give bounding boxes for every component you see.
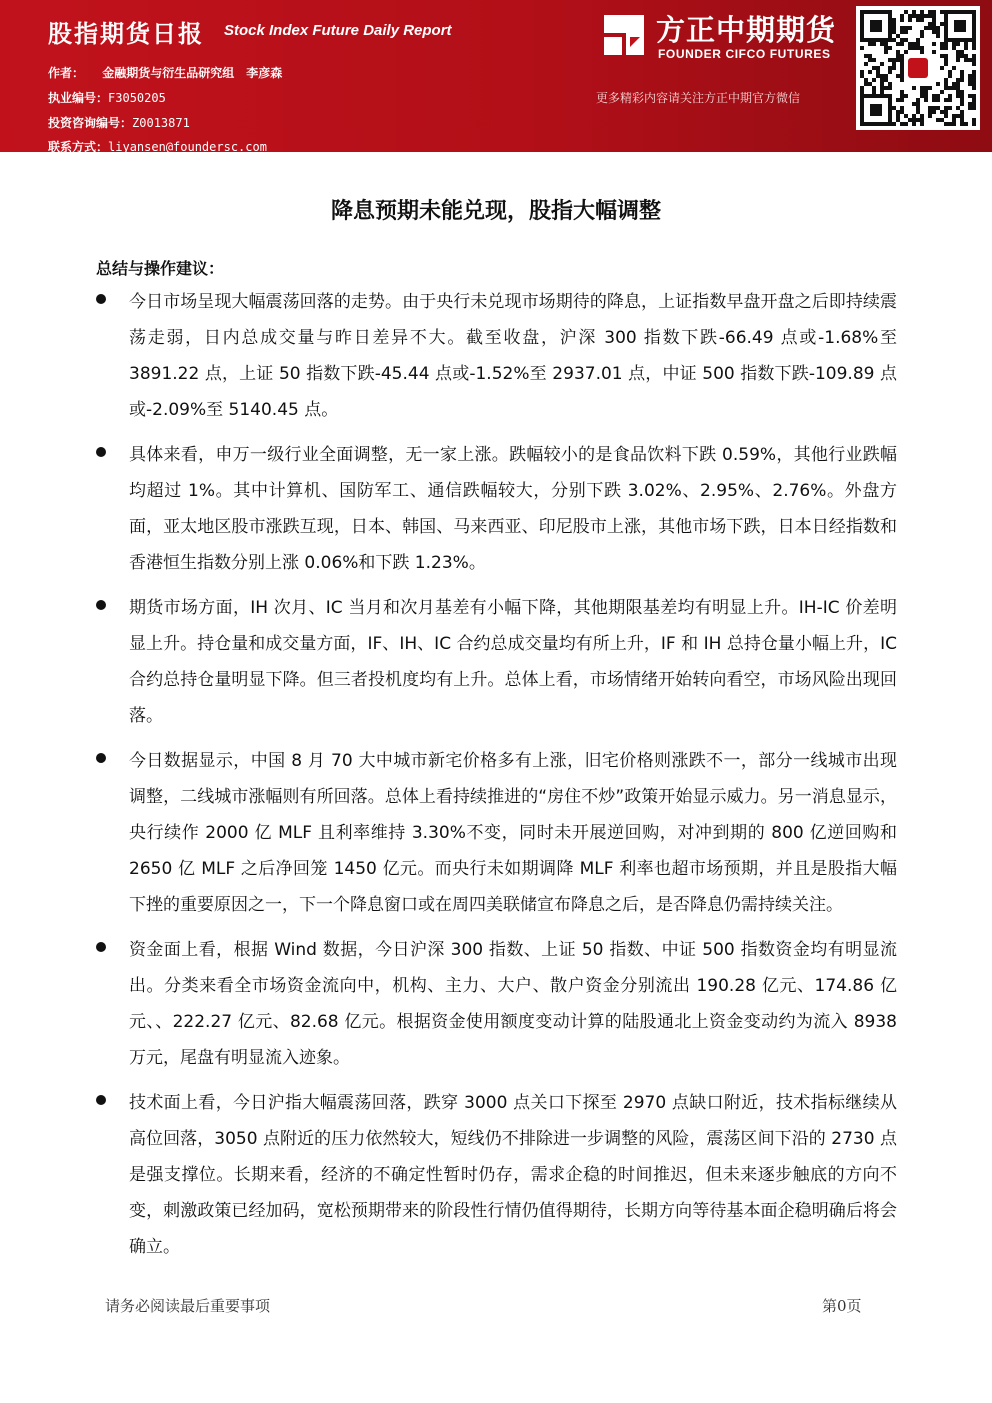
- section-heading: 总结与操作建议：: [96, 259, 225, 278]
- list-item: [0, 590, 992, 734]
- footer-notice: 请务必阅读最后重要事项: [105, 1297, 271, 1315]
- report-title-cn: 股指期货日报: [48, 20, 204, 48]
- report-header: [0, 0, 992, 152]
- contact-value: liyansen@foundersc.com: [108, 140, 267, 154]
- author-value: 金融期货与衍生品研究组 李彦森: [102, 66, 283, 80]
- bullet-dot-icon: [96, 753, 106, 763]
- bullet-text: 期货市场方面，IH 次月、IC 当月和次月基差有小幅下降，其他期限基差均有明显上升。IH-IC 价差明显上升。持仓量和成交量方面，IF、IH、IC 合约总成交量均有所上升，IF 和 IH 总持仓量小幅上升，IC 合约总持仓量明显下降。但三者投机度均有上升。总体上看，市场情绪开始转向看空，市场风险出现回落。: [129, 598, 897, 726]
- company-name-en: FOUNDER CIFCO FUTURES: [658, 47, 831, 61]
- license-label: 执业编号：: [48, 91, 109, 105]
- document-title: 降息预期未能兑现，股指大幅调整: [330, 199, 661, 224]
- advisory-label: 投资咨询编号：: [48, 116, 133, 130]
- bullet-dot-icon: [96, 600, 106, 610]
- bullet-list: [0, 284, 992, 1274]
- qr-code-icon: [856, 6, 980, 130]
- bullet-text: 具体来看，申万一级行业全面调整，无一家上涨。跌幅较小的是食品饮料下跌 0.59%，其他行业跌幅均超过 1%。其中计算机、国防军工、通信跌幅较大，分别下跌 3.02%、2.95%、2.76%。外盘方面，亚太地区股市涨跌互现，日本、韩国、马来西亚、印尼股市上涨，其他市场下跌，日本日经指数和香港恒生指数分别上涨 0.06%和下跌 1.23%。: [129, 445, 897, 573]
- company-name-cn: 方正中期期货: [656, 13, 837, 47]
- company-logo-icon: [602, 13, 646, 57]
- list-item: [0, 932, 992, 1076]
- wechat-note: 更多精彩内容请关注方正中期官方微信: [596, 91, 801, 105]
- bullet-dot-icon: [96, 1095, 106, 1105]
- author-line: [48, 64, 282, 81]
- bullet-dot-icon: [96, 942, 106, 952]
- bullet-text: 今日市场呈现大幅震荡回落的走势。由于央行未兑现市场期待的降息，上证指数早盘开盘之后即持续震荡走弱，日内总成交量与昨日差异不大。截至收盘，沪深 300 指数下跌-66.49 点或-1.68%至 3891.22 点，上证 50 指数下跌-45.44 点或-1.52%至 2937.01 点，中证 500 指数下跌-109.89 点或-2.09%至 5140.45 点。: [129, 292, 897, 420]
- list-item: [0, 743, 992, 923]
- list-item: [0, 1085, 992, 1265]
- author-label: 作者：: [48, 66, 85, 80]
- list-item: [0, 437, 992, 581]
- bullet-text: 技术面上看，今日沪指大幅震荡回落，跌穿 3000 点关口下探至 2970 点缺口附近，技术指标继续从高位回落，3050 点附近的压力依然较大，短线仍不排除进一步调整的风险，震荡区间下沿的 2730 点是强支撑位。长期来看，经济的不确定性暂时仍存，需求企稳的时间推迟，但未来逐步触底的方向不变，刺激政策已经加码，宽松预期带来的阶段性行情仍值得期待，长期方向等待基本面企稳明确后将会确立。: [129, 1093, 897, 1257]
- report-title-en: Stock Index Future Daily Report: [224, 22, 452, 39]
- bullet-dot-icon: [96, 294, 106, 304]
- bullet-text: 今日数据显示，中国 8 月 70 大中城市新宅价格多有上涨，旧宅价格则涨跌不一，部分一线城市出现调整，二线城市涨幅则有所回落。总体上看持续推进的“房住不炒”政策开始显示威力。另一消息显示，央行续作 2000 亿 MLF 且利率维持 3.30%不变，同时未开展逆回购，对冲到期的 800 亿逆回购和 2650 亿 MLF 之后净回笼 1450 亿元。而央行未如期调降 MLF 利率也超市场预期，并且是股指大幅下挫的重要原因之一，下一个降息窗口或在周四美联储宣布降息之后，是否降息仍需持续关注。: [129, 751, 897, 915]
- list-item: [0, 284, 992, 428]
- license-line: [48, 89, 166, 106]
- advisory-value: Z0013871: [132, 116, 190, 130]
- bullet-dot-icon: [96, 447, 106, 457]
- contact-label: 联系方式：: [48, 140, 109, 154]
- page-number: 第0页: [822, 1297, 862, 1315]
- bullet-text: 资金面上看，根据 Wind 数据，今日沪深 300 指数、上证 50 指数、中证 500 指数资金均有明显流出。分类来看全市场资金流向中，机构、主力、大户、散户资金分别流出 190.28 亿元、174.86 亿元、、222.27 亿元、82.68 亿元。根据资金使用额度变动计算的陆股通北上资金变动约为流入 8938 万元，尾盘有明显流入迹象。: [129, 940, 897, 1068]
- advisory-line: [48, 114, 190, 131]
- contact-line: [48, 138, 267, 155]
- license-value: F3050205: [108, 91, 166, 105]
